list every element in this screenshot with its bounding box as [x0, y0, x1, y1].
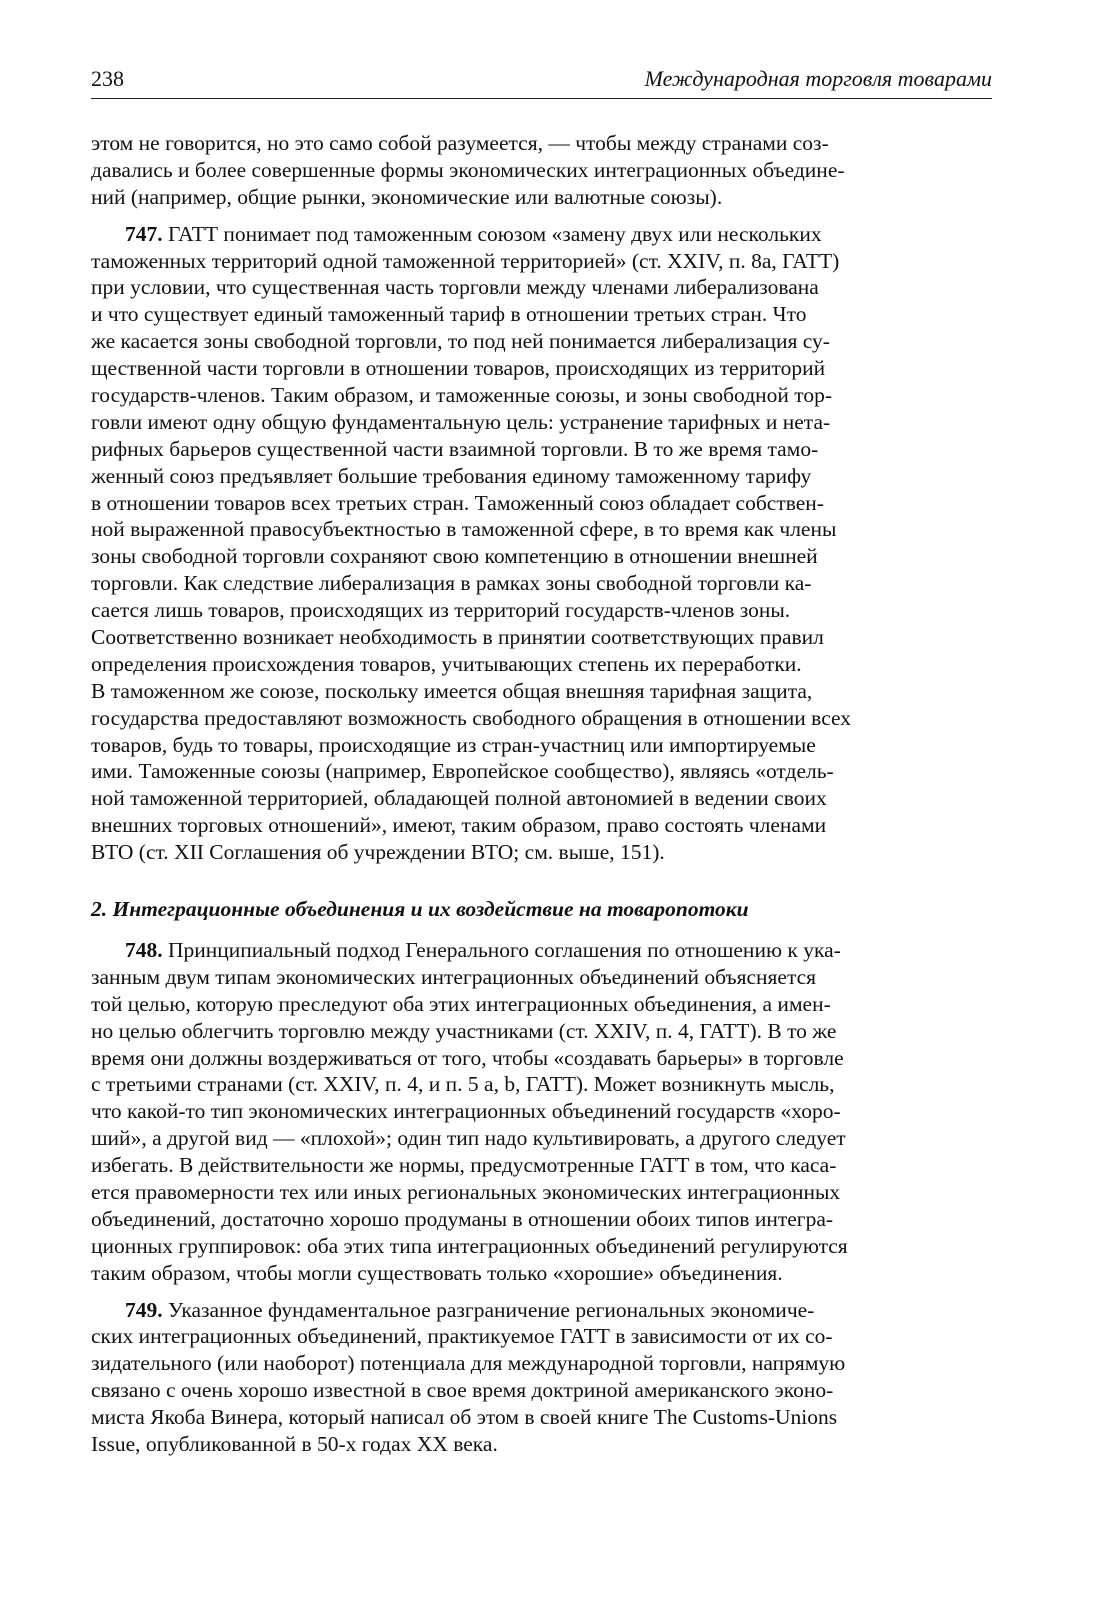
intro-paragraph — [91, 130, 992, 211]
paragraph-748 — [91, 937, 992, 1287]
text-line: внешних торговых отношений», имеют, таким образом, право состоять членами — [91, 813, 827, 838]
text-line: рифных барьеров существенной части взаимной торговли. В то же время тамо- — [91, 436, 819, 461]
text-line: ских интеграционных объединений, практикуемое ГАТТ в зависимости от их со- — [91, 1324, 833, 1349]
text-line: государства предоставляют возможность свободного обращения в отношении всех — [91, 705, 852, 730]
text-line: избегать. В действительности же нормы, предусмотренные ГАТТ в том, что каса- — [91, 1153, 837, 1178]
text-line: товаров, будь то товары, происходящие из стран-участниц или импортируемые — [91, 732, 816, 757]
text-line: ной выраженной правосубъектностью в таможенной сфере, в то время как члены — [91, 517, 837, 542]
text-line: этом не говорится, но это само собой разумеется, — чтобы между странами соз- — [91, 131, 829, 155]
text-line: Issue, опубликованной в 50-х годах XX века. — [91, 1431, 498, 1456]
text-line: ший», а другой вид — «плохой»; один тип надо культивировать, а другого следует — [91, 1126, 846, 1151]
text-line: говли имеют одну общую фундаментальную цель: устранение тарифных и нета- — [91, 409, 831, 434]
text-line: ими. Таможенные союзы (например, Европейское сообщество), являясь «отдель- — [91, 759, 834, 784]
text-line: Указанное фундаментальное разграничение региональных экономиче- — [168, 1297, 815, 1322]
text-line: и что существует единый таможенный тариф в отношении третьих стран. Что — [91, 302, 807, 327]
running-title: Международная торговля товарами — [644, 66, 992, 91]
text-line: женный союз предъявляет большие требования единому таможенному тарифу — [91, 463, 812, 488]
text-line: ной таможенной территорией, обладающей полной автономией в ведении своих — [91, 786, 827, 811]
text-line: той целью, которую преследуют оба этих интеграционных объединения, а имен- — [91, 991, 831, 1016]
paragraph-number: 747. — [125, 221, 163, 246]
text-line: ВТО (ст. XII Соглашения об учреждении ВТО; см. выше, 151). — [91, 840, 665, 865]
paragraph-747 — [91, 221, 992, 866]
text-line: ется правомерности тех или иных региональных экономических интеграционных — [91, 1179, 841, 1204]
text-line: связано с очень хорошо известной в свое время доктриной американского эконо- — [91, 1378, 834, 1403]
text-line: объединений, достаточно хорошо продуманы в отношении обоих типов интегра- — [91, 1206, 834, 1231]
text-line: сается лишь товаров, происходящих из территорий государств-членов зоны. — [91, 598, 791, 623]
text-line: Принципиальный подход Генерального соглашения по отношению к ука- — [168, 937, 841, 962]
running-head — [91, 62, 992, 99]
text-line: с третьими странами (ст. XXIV, п. 4, и п. 5 а, b, ГАТТ). Может возникнуть мысль, — [91, 1072, 835, 1097]
text-line: при условии, что существенная часть торговли между членами либерализована — [91, 275, 819, 300]
paragraph-749 — [91, 1297, 992, 1458]
text-line: таможенных территорий одной таможенной территорией» (ст. XXIV, п. 8а, ГАТТ) — [91, 248, 840, 273]
page-number: 238 — [91, 66, 124, 91]
text-line: в отношении товаров всех третьих стран. Таможенный союз обладает собствен- — [91, 490, 824, 515]
text-line: таким образом, чтобы могли существовать только «хорошие» объединения. — [91, 1260, 783, 1285]
text-line: щественной части торговли в отношении товаров, происходящих из территорий — [91, 356, 826, 381]
text-line: торговли. Как следствие либерализация в рамках зоны свободной торговли ка- — [91, 571, 812, 596]
text-line: Соответственно возникает необходимость в принятии соответствующих правил — [91, 625, 824, 650]
text-line: время они должны воздерживаться от того, чтобы «создавать барьеры» в торговле — [91, 1045, 844, 1070]
paragraph-number: 748. — [125, 937, 163, 962]
paragraph-number: 749. — [125, 1297, 163, 1322]
text-line: давались и более совершенные формы экономических интеграционных объедине- — [91, 157, 845, 182]
text-line: ний (например, общие рынки, экономические или валютные союзы). — [91, 184, 723, 209]
text-line: государств-членов. Таким образом, и таможенные союзы, и зоны свободной тор- — [91, 383, 833, 408]
text-line: же касается зоны свободной торговли, то под ней понимается либерализация су- — [91, 329, 830, 354]
text-line: миста Якоба Винера, который написал об этом в своей книге The Customs-Unions — [91, 1405, 838, 1430]
text-line: что какой-то тип экономических интеграционных объединений государств «хоро- — [91, 1099, 841, 1124]
section-heading: 2. Интеграционные объединения и их воздействие на товаропотоки — [91, 897, 749, 922]
text-line: зоны свободной торговли сохраняют свою компетенцию в отношении внешней — [91, 544, 818, 569]
text-line: ционных группировок: оба этих типа интеграционных объединений регулируются — [91, 1233, 848, 1258]
text-line: определения происхождения товаров, учитывающих степень их переработки. — [91, 651, 802, 676]
text-line: ГАТТ понимает под таможенным союзом «замену двух или нескольких — [168, 221, 822, 246]
body-text — [91, 130, 992, 1458]
text-line: зидательного (или наоборот) потенциала для международной торговли, напрямую — [91, 1351, 846, 1376]
text-line: но целью облегчить торговлю между участниками (ст. XXIV, п. 4, ГАТТ). В то же — [91, 1018, 837, 1043]
text-line: занным двум типам экономических интеграционных объединений объясняется — [91, 964, 817, 989]
text-line: В таможенном же союзе, поскольку имеется общая внешняя тарифная защита, — [91, 678, 813, 703]
